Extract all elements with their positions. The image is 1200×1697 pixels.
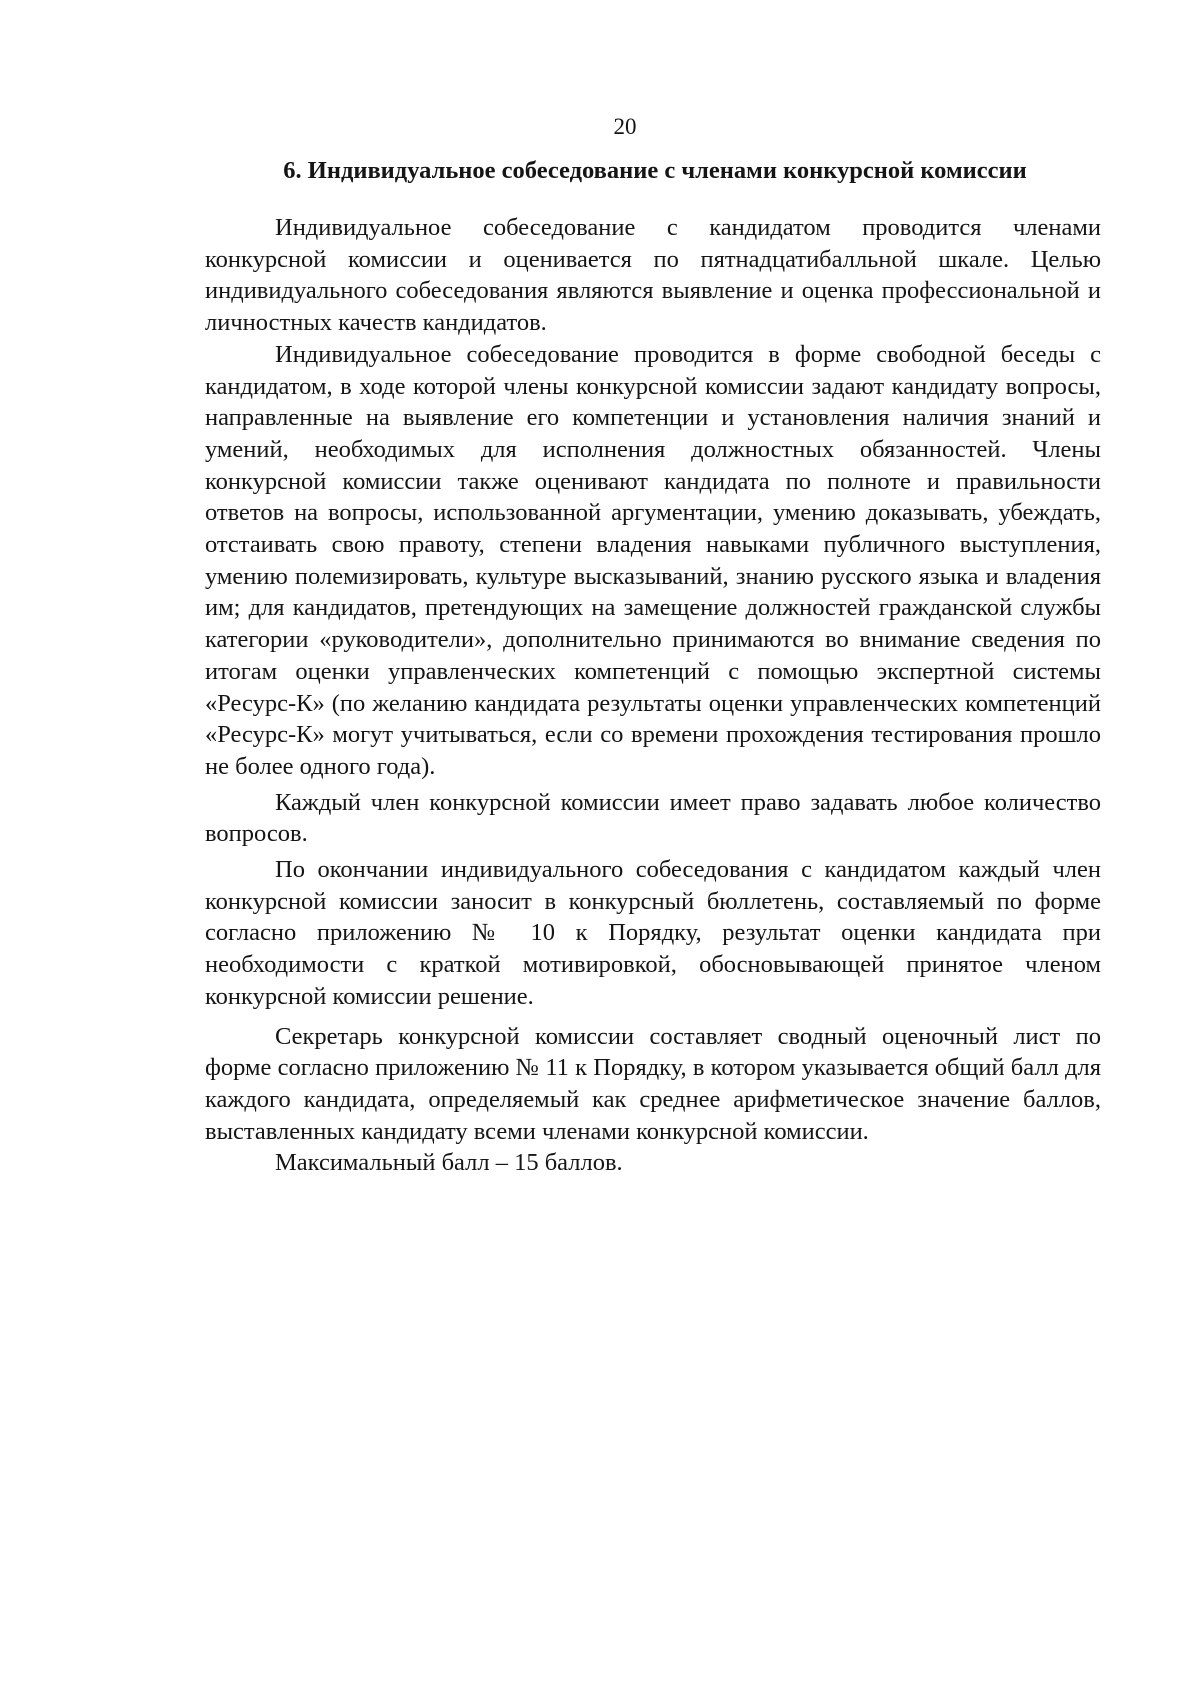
- paragraph-summary-sheet: Секретарь конкурсной комиссии составляет сводный оценочный лист по форме согласно приложению № 11 к Порядку, в котором указывается общий балл для каждого кандидата, определяемый как среднее арифметическое значение баллов, выставленных кандидату всеми членами конкурсной комиссии.: [205, 1022, 1101, 1145]
- paragraph-ballot: По окончании индивидуального собеседования с кандидатом каждый член конкурсной комиссии заносит в конкурсный бюллетень, составляемый по форме согласно приложению № 10 к Порядку, результат оценки кандидата при необходимости с краткой мотивировкой, обосновывающей принятое членом конкурсной комиссии решение.: [205, 856, 1101, 1010]
- paragraph-interview-purpose: Индивидуальное собеседование с кандидатом проводится членами конкурсной комиссии и оценивается по пятнадцатибалльной шкале. Целью индивидуального собеседования являются выявление и оценка профессиональной и личностных качеств кандидатов.: [205, 214, 1101, 337]
- paragraph-max-score: Максимальный балл – 15 баллов.: [275, 1149, 623, 1177]
- paragraph-interview-form: Индивидуальное собеседование проводится в форме свободной беседы с кандидатом, в ходе которой члены конкурсной комиссии задают кандидату вопросы, направленные на выявление его компетенции и установления наличия знаний и умений, необходимых для исполнения должностных обязанностей. Члены конкурсной комиссии также оценивают кандидата по полноте и правильности ответов на вопросы, использованной аргументации, умению доказывать, убеждать, отстаивать свою правоту, степени владения навыками публичного выступления, умению полемизировать, культуре высказываний, знанию русского языка и владения им; для кандидатов, претендующих на замещение должностей гражданской службы категории «руководители», дополнительно принимаются во внимание сведения по итогам оценки управленческих компетенций с помощью экспертной системы «Ресурс-К» (по желанию кандидата результаты оценки управленческих компетенций «Ресурс-К» могут учитываться, если со времени прохождения тестирования прошло не более одного года).: [205, 340, 1101, 780]
- section-heading: 6. Индивидуальное собеседование с членами конкурсной комиссии: [283, 157, 1027, 184]
- document-body: [205, 212, 1101, 1179]
- paragraph-member-questions: Каждый член конкурсной комиссии имеет право задавать любое количество вопросов.: [205, 788, 1101, 848]
- page-number: 20: [613, 114, 637, 139]
